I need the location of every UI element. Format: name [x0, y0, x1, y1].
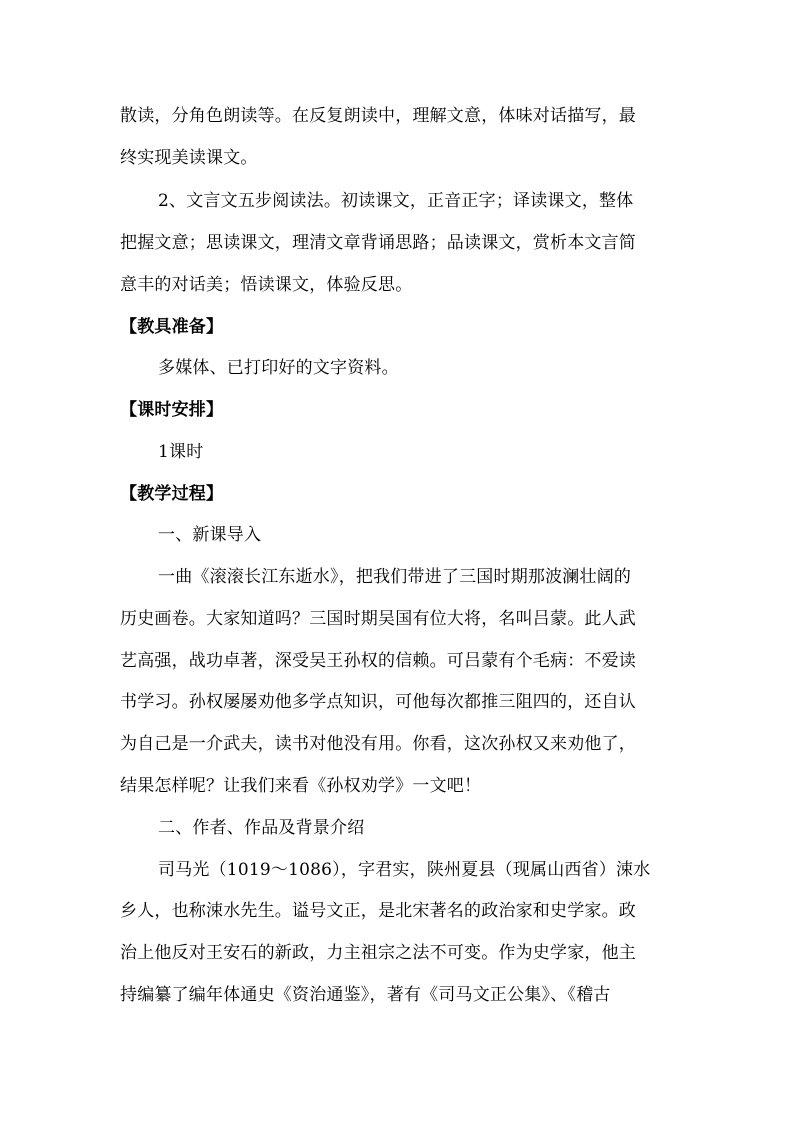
section-heading: 【教学过程】: [120, 484, 224, 504]
paragraph-line: 2、文言文五步阅读法。初读课文，正音正字；译读课文，整体: [158, 191, 634, 211]
paragraph-line: 司马光（1019～1086），字君实，陕州夏县（现属山西省）涑水: [158, 860, 651, 880]
paragraph-line: 把握文意；思读课文，理清文章背诵思路；品读课文，赏析本文言简: [120, 233, 636, 253]
paragraph-line: 散读，分角色朗读等。在反复朗读中，理解文意，体味对话描写，最: [120, 106, 636, 126]
paragraph-line: 结果怎样呢？让我们来看《孙权劝学》一文吧！: [120, 776, 482, 796]
paragraph-line: 持编纂了编年体通史《资治通鉴》，著有《司马文正公集》、《稽古: [120, 985, 611, 1005]
paragraph-line: 艺高强，战功卓著，深受吴王孙权的信赖。可吕蒙有个毛病：不爱读: [120, 651, 636, 671]
paragraph-line: 意丰的对话美；悟读课文，体验反思。: [120, 275, 413, 295]
paragraph-line: 历史画卷。大家知道吗？三国时期吴国有位大将，名叫吕蒙。此人武: [120, 609, 636, 629]
paragraph-line: 多媒体、已打印好的文字资料。: [158, 358, 399, 378]
paragraph-line: 书学习。孙权屡屡劝他多学点知识，可他每次都推三阻四的，还自认: [120, 692, 636, 712]
subsection-title: 一、新课导入: [158, 525, 262, 545]
paragraph-line: 1课时: [158, 442, 204, 462]
section-heading: 【教具准备】: [120, 317, 224, 337]
paragraph-line: 治上他反对王安石的新政，力主祖宗之法不可变。作为史学家，他主: [120, 943, 636, 963]
paragraph-line: 一曲《滚滚长江东逝水》，把我们带进了三国时期那波澜壮阔的: [158, 567, 632, 587]
paragraph-line: 为自己是一介武夫，读书对他没有用。你看，这次孙权又来劝他了，: [120, 734, 636, 754]
paragraph-line: 乡人，也称涑水先生。谥号文正，是北宋著名的政治家和史学家。政: [120, 901, 636, 921]
paragraph-line: 终实现美读课文。: [120, 148, 258, 168]
section-heading: 【课时安排】: [120, 400, 224, 420]
subsection-title: 二、作者、作品及背景介绍: [158, 818, 365, 838]
